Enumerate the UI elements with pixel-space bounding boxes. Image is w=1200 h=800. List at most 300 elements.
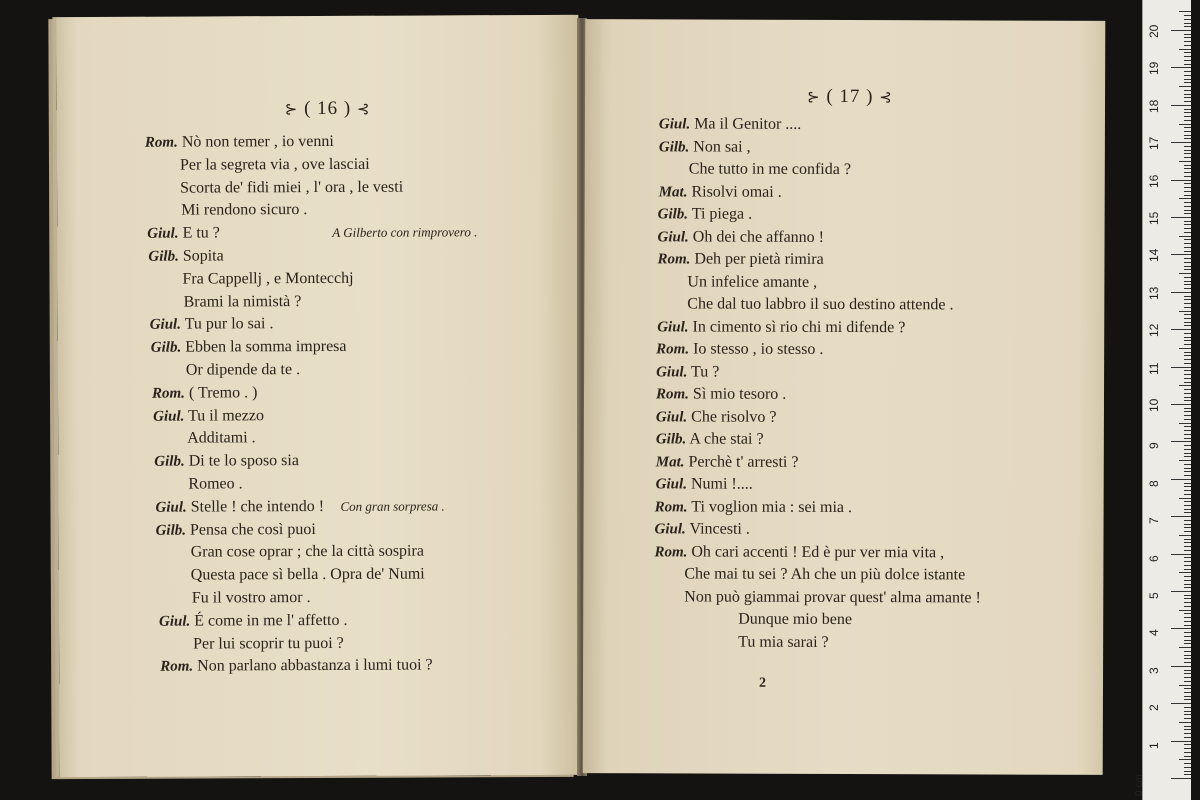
verse-text: Di te lo sposo sia: [188, 452, 299, 470]
text-line: [656, 408, 777, 426]
ruler-tick: [1171, 441, 1191, 442]
verse-text: Risolvi omai .: [691, 182, 782, 201]
text-line: [182, 270, 353, 289]
ruler-tick: [1171, 105, 1191, 106]
ruler-tick: [1184, 737, 1191, 738]
ruler-number: 14: [1147, 249, 1161, 263]
ruler-tick: [1171, 703, 1191, 704]
ruler-tick: [1184, 15, 1191, 16]
ruler-tick: [1184, 512, 1191, 513]
ruler-tick: [1184, 71, 1191, 72]
ruler-tick: [1184, 453, 1191, 454]
ruler-tick: [1184, 569, 1191, 570]
speaker-name: Giul.: [658, 116, 691, 133]
speaker-name: Rom.: [654, 498, 688, 515]
ruler-tick: [1184, 393, 1191, 394]
ruler-tick: [1179, 49, 1191, 50]
ruler-tick: [1179, 348, 1191, 349]
ruler-tick: [1171, 217, 1191, 218]
text-line: [659, 138, 751, 156]
ruler-tick: [1184, 277, 1191, 278]
ruler-tick: [1184, 26, 1191, 27]
ruler-tick: [1179, 236, 1191, 237]
ruler-tick: [1184, 378, 1191, 379]
ruler-tick: [1184, 397, 1191, 398]
text-line: [159, 612, 348, 631]
ruler-tick: [1184, 434, 1191, 435]
ruler-tick: [1184, 580, 1191, 581]
ruler-tick: [1184, 228, 1191, 229]
ruler-tick: [1184, 344, 1191, 345]
speaker-name: Rom.: [655, 386, 689, 403]
ruler-tick: [1184, 681, 1191, 682]
ruler-tick: [1184, 527, 1191, 528]
ruler-tick: [1184, 763, 1191, 764]
ruler-tick: [1184, 617, 1191, 618]
text-line: [657, 318, 905, 337]
ruler-tick: [1184, 531, 1191, 532]
speaker-name: Giul.: [656, 363, 688, 380]
ruler-number: 13: [1147, 286, 1161, 300]
ruler-tick: [1171, 254, 1191, 255]
ruler-tick: [1184, 157, 1191, 158]
text-line: [152, 384, 257, 402]
verse-text: Additami .: [187, 429, 256, 447]
verse-text: Stelle ! che intendo !: [190, 497, 325, 516]
speaker-name: Mat.: [658, 183, 688, 200]
ruler-number: 12: [1147, 323, 1161, 338]
ruler-tick: [1184, 202, 1191, 203]
ruler-tick: [1184, 314, 1191, 315]
ruler-tick: [1184, 210, 1191, 211]
speaker-name: Rom.: [656, 341, 690, 358]
ruler-tick: [1184, 37, 1191, 38]
ruler-number: 9: [1147, 442, 1161, 450]
text-line: [145, 133, 334, 152]
ruler-tick: [1184, 296, 1191, 297]
verse-text: A che stai ?: [689, 430, 764, 448]
text-line: [192, 589, 311, 608]
speaker-name: Giul.: [657, 318, 689, 335]
ruler-number: 10: [1147, 398, 1161, 412]
ruler-tick: [1184, 307, 1191, 308]
ruler-tick: [1184, 303, 1191, 304]
ruler-tick: [1184, 625, 1191, 626]
verse-text: Pensa che così puoi: [189, 520, 316, 539]
ruler-tick: [1184, 426, 1191, 427]
left-page: [56, 15, 581, 777]
ruler-tick: [1179, 124, 1191, 125]
ruler-tick: [1184, 187, 1191, 188]
ruler-tick: [1184, 561, 1191, 562]
ruler-tick: [1184, 718, 1191, 719]
text-line: [656, 453, 799, 471]
text-line: [150, 316, 274, 335]
ruler-tick: [1184, 711, 1191, 712]
text-line: [180, 156, 370, 175]
speaker-name: Giul.: [654, 521, 686, 538]
page-number: ( 16 ): [304, 97, 352, 120]
ruler-tick: [1184, 655, 1191, 656]
ruler-number: 7: [1147, 517, 1161, 525]
verse-text: ( Tremo . ): [188, 384, 258, 402]
ruler-tick: [1184, 651, 1191, 652]
ruler-tick: [1179, 423, 1191, 424]
ruler-tick: [1184, 415, 1191, 416]
ruler-tick: [1184, 699, 1191, 700]
ruler-tick: [1171, 329, 1191, 330]
ruler-tick: [1171, 292, 1191, 293]
ruler-tick: [1184, 94, 1191, 95]
ruler-tick: [1184, 370, 1191, 371]
verse-text: Un infelice amante ,: [687, 272, 818, 291]
fleuron-left-icon: ⊱: [807, 89, 821, 106]
ruler-tick: [1184, 400, 1191, 401]
verse-text: Scorta de' fidi miei , l' ora , le vesti: [180, 178, 404, 197]
ruler-tick: [1184, 707, 1191, 708]
verse-text: Non parlano abbastanza i lumi tuoi ?: [197, 656, 433, 675]
text-line: [689, 160, 851, 179]
speaker-name: Mat.: [655, 453, 685, 470]
ruler-tick: [1184, 258, 1191, 259]
ruler-tick: [1179, 385, 1191, 386]
ruler-tick: [1184, 430, 1191, 431]
text-line: [654, 543, 944, 562]
speaker-name: Gilb.: [655, 431, 687, 448]
ruler-tick: [1184, 546, 1191, 547]
ruler-tick: [1184, 213, 1191, 214]
speaker-name: Gilb.: [154, 453, 185, 470]
verse-text: Romeo .: [188, 475, 243, 493]
ruler-tick: [1184, 673, 1191, 674]
verse-text: Che dal tuo labbro il suo destino attende .: [687, 295, 954, 314]
ruler-tick: [1184, 494, 1191, 495]
fleuron-left-icon: ⊱: [284, 102, 299, 119]
ruler-tick: [1184, 419, 1191, 420]
text-line: [738, 611, 852, 629]
ruler-tick: [1184, 468, 1191, 469]
ruler-tick: [1184, 75, 1191, 76]
ruler-tick: [1179, 86, 1191, 87]
ruler-tick: [1184, 262, 1191, 263]
verse-text: Ma il Genitor ....: [694, 115, 802, 133]
text-line: [184, 293, 302, 312]
ruler-tick: [1184, 224, 1191, 225]
ruler-tick: [1179, 11, 1191, 12]
verse-text: Gran cose oprar ; che la città sospira: [190, 542, 424, 561]
verse-text: E tu ?: [182, 224, 220, 242]
ruler-tick: [1184, 60, 1191, 61]
right-page: [583, 19, 1106, 775]
ruler-tick: [1179, 535, 1191, 536]
ruler-tick: [1184, 445, 1191, 446]
ruler-tick: [1184, 767, 1191, 768]
verse-text: Per la segreta via , ove lasciai: [179, 155, 370, 174]
verse-text: Brami la nimistà ?: [183, 292, 302, 311]
ruler-tick: [1171, 180, 1191, 181]
ruler-tick: [1184, 340, 1191, 341]
ruler-tick: [1184, 598, 1191, 599]
verse-text: Questa pace sì bella . Opra de' Numi: [190, 565, 425, 584]
ruler-tick: [1184, 109, 1191, 110]
ruler-tick: [1184, 359, 1191, 360]
ruler-tick: [1184, 389, 1191, 390]
text-line: [659, 183, 782, 201]
ruler-tick: [1184, 363, 1191, 364]
fleuron-right-icon: ⊰: [879, 90, 893, 107]
ruler-tick: [1184, 475, 1191, 476]
verse-text: Sopita: [182, 247, 224, 265]
ruler-tick: [1179, 273, 1191, 274]
ruler-tick: [1184, 90, 1191, 91]
text-line: [655, 498, 852, 517]
text-line: [684, 588, 981, 607]
ruler-tick: [1171, 741, 1191, 742]
ruler-tick: [1184, 318, 1191, 319]
ruler-tick: [1184, 696, 1191, 697]
ruler-number: 17: [1147, 136, 1161, 151]
ruler-tick: [1184, 576, 1191, 577]
verse-text: Mi rendono sicuro .: [181, 201, 308, 219]
verse-text: Non sai ,: [693, 137, 751, 156]
text-line: [186, 361, 300, 379]
verse-text: É come in me l' affetto .: [194, 611, 348, 630]
ruler-tick: [1184, 774, 1191, 775]
ruler-tick: [1184, 191, 1191, 192]
ruler-tick: [1171, 591, 1191, 592]
ruler-tick: [1184, 643, 1191, 644]
speaker-name: Gilb.: [150, 339, 182, 356]
speaker-name: Giul.: [155, 499, 187, 516]
speaker-name: Giul.: [158, 613, 191, 630]
ruler-tick: [1184, 729, 1191, 730]
speaker-name: Gilb.: [148, 248, 179, 265]
ruler-tick: [1179, 685, 1191, 686]
ruler-tick: [1184, 146, 1191, 147]
ruler-tick: [1184, 771, 1191, 772]
ruler-tick: [1184, 135, 1191, 136]
ruler-tick: [1184, 221, 1191, 222]
ruler-tick: [1184, 206, 1191, 207]
ruler-number: 18: [1147, 99, 1161, 113]
ruler-tick: [1184, 131, 1191, 132]
verse-text: Deh per pietà rimira: [694, 250, 824, 268]
ruler-tick: [1184, 82, 1191, 83]
verse-text: Nò non temer , io venni: [181, 132, 334, 151]
ruler-tick: [1184, 726, 1191, 727]
ruler-tick: [1184, 505, 1191, 506]
ruler-tick: [1184, 19, 1191, 20]
ruler-tick: [1184, 438, 1191, 439]
ruler-tick: [1171, 67, 1191, 68]
verse-text: Per lui scoprir tu puoi ?: [193, 634, 344, 653]
verse-text: In cimento sì rio chi mi difende ?: [692, 317, 906, 336]
ruler-tick: [1184, 45, 1191, 46]
ruler-tick: [1184, 662, 1191, 663]
ruler-tick: [1184, 101, 1191, 102]
speaker-name: Rom.: [160, 658, 194, 676]
ruler-tick: [1184, 127, 1191, 128]
verse-text: Fra Cappellj , e Montecchj: [182, 269, 354, 288]
ruler-tick: [1184, 172, 1191, 173]
text-line: [188, 475, 242, 493]
ruler-tick: [1184, 449, 1191, 450]
ruler-tick: [1184, 408, 1191, 409]
ruler-tick: [1184, 632, 1191, 633]
fleuron-right-icon: ⊰: [356, 101, 371, 118]
ruler-tick: [1184, 550, 1191, 551]
ruler-tick: [1184, 509, 1191, 510]
ruler-tick: [1184, 269, 1191, 270]
ruler-tick: [1184, 539, 1191, 540]
verse-text: Tu mia sarai ?: [738, 633, 829, 651]
ruler-tick: [1184, 602, 1191, 603]
ruler-tick: [1184, 352, 1191, 353]
ruler-tick: [1184, 299, 1191, 300]
speaker-name: Rom.: [151, 385, 185, 402]
stage-direction: A Gilberto con rimprovero .: [332, 224, 478, 241]
ruler-tick: [1171, 404, 1191, 405]
ruler-tick: [1184, 677, 1191, 678]
speaker-name: Gilb.: [155, 522, 187, 539]
ruler-tick: [1184, 456, 1191, 457]
folio-right: [807, 86, 893, 108]
verse-text: Ti voglion mia : sei mia .: [691, 497, 853, 516]
ruler-tick: [1184, 692, 1191, 693]
ruler-tick: [1184, 333, 1191, 334]
ruler-tick: [1184, 52, 1191, 53]
text-line: [656, 475, 753, 493]
ruler-tick: [1184, 520, 1191, 521]
ruler-tick: [1184, 752, 1191, 753]
ruler-tick: [1184, 584, 1191, 585]
ruler-tick: [1184, 595, 1191, 596]
ruler-tick: [1184, 501, 1191, 502]
ruler-number: 15: [1147, 211, 1161, 225]
text-line: [684, 565, 965, 584]
ruler-tick: [1184, 243, 1191, 244]
ruler-tick: [1179, 311, 1191, 312]
text-line: [148, 247, 223, 265]
speaker-name: Giul.: [149, 316, 181, 334]
verse-text: Che mai tu sei ? Ah che un più dolce istante: [684, 565, 966, 584]
ruler-number: 16: [1147, 174, 1161, 188]
text-line: [659, 115, 801, 133]
verse-text: Numi !....: [690, 475, 753, 493]
ruler-tick: [1184, 337, 1191, 338]
text-line: [154, 452, 299, 471]
folio-left: [285, 98, 371, 120]
speaker-name: Rom.: [144, 134, 178, 151]
ruler-tick: [1184, 281, 1191, 282]
ruler-number: 5: [1147, 592, 1161, 599]
text-line: [658, 228, 825, 247]
ruler-tick: [1184, 251, 1191, 252]
ruler-number: 19: [1147, 62, 1161, 76]
ruler-tick: [1184, 606, 1191, 607]
ruler-tick: [1184, 176, 1191, 177]
verse-text: Che risolvo ?: [691, 407, 777, 426]
verse-text: Ebben la somma impresa: [185, 338, 347, 356]
text-line: [191, 566, 425, 585]
ruler-tick: [1184, 165, 1191, 166]
ruler-tick: [1184, 587, 1191, 588]
text-line: [657, 250, 823, 269]
verse-text: Tu il mezzo: [188, 406, 264, 425]
verse-text: Ti piega .: [691, 205, 753, 223]
ruler-tick: [1179, 460, 1191, 461]
text-line: [656, 340, 823, 359]
text-line: [160, 657, 432, 676]
ruler-tick: [1179, 572, 1191, 573]
ruler-tick: [1179, 610, 1191, 611]
ruler-number: 4: [1147, 629, 1161, 637]
ruler-number: 8: [1147, 480, 1161, 487]
ruler-tick: [1179, 759, 1191, 760]
ruler-tick: [1184, 153, 1191, 154]
text-line: [153, 407, 264, 425]
ruler-tick: [1184, 120, 1191, 121]
ruler-number: 3: [1147, 667, 1161, 674]
ruler-tick: [1179, 161, 1191, 162]
ruler-tick: [1184, 613, 1191, 614]
ruler-tick: [1179, 198, 1191, 199]
ruler-tick: [1184, 239, 1191, 240]
ruler-tick: [1184, 374, 1191, 375]
ruler-tick: [1184, 621, 1191, 622]
ruler-number: 11: [1147, 362, 1161, 375]
text-line: [656, 385, 786, 403]
verse-text: Tu ?: [691, 362, 720, 381]
text-line: [658, 205, 753, 223]
speaker-name: Rom.: [654, 543, 688, 560]
speaker-name: Giul.: [147, 225, 179, 242]
speaker-name: Gilb.: [658, 138, 690, 155]
ruler-tick: [1184, 64, 1191, 65]
text-line: [187, 430, 256, 448]
ruler-tick: [1184, 486, 1191, 487]
ruler-tick: [1184, 232, 1191, 233]
ruler-tick: [1184, 542, 1191, 543]
ruler-tick: [1184, 464, 1191, 465]
text-line: [151, 338, 347, 357]
ruler-tick: [1184, 266, 1191, 267]
verse-text: Non può giammai provar quest' alma amante !: [684, 587, 981, 606]
speaker-name: Giul.: [655, 476, 687, 493]
ruler-tick: [1184, 138, 1191, 139]
ruler-tick: [1179, 498, 1191, 499]
text-line: [155, 497, 445, 517]
ruler-tick: [1184, 247, 1191, 248]
ruler-tick: [1184, 97, 1191, 98]
ruler-tick: [1184, 483, 1191, 484]
ruler-tick: [1179, 647, 1191, 648]
text-line: [738, 633, 829, 651]
ruler-tick: [1184, 524, 1191, 525]
verse-text: Or dipende da te .: [185, 361, 301, 379]
ruler-number: 20: [1147, 24, 1161, 38]
ruler-tick: [1184, 41, 1191, 42]
ruler-tick: [1171, 628, 1191, 629]
ruler-tick: [1184, 355, 1191, 356]
ruler-tick: [1184, 79, 1191, 80]
text-line: [193, 634, 344, 653]
ruler-tick: [1171, 30, 1191, 31]
ruler-number: 2: [1147, 704, 1161, 712]
verse-text: Oh dei che affanno !: [692, 227, 825, 246]
speaker-name: Rom.: [657, 251, 691, 268]
ruler-tick: [1184, 636, 1191, 637]
